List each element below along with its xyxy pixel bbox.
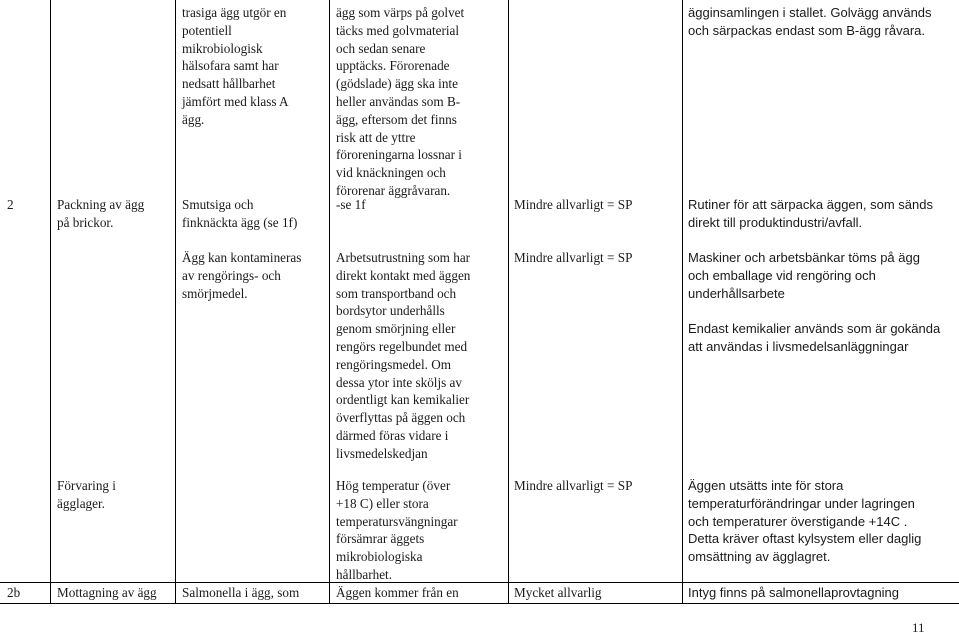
cell-number-2b: 2b: [7, 585, 21, 600]
column-divider: [508, 0, 509, 604]
cell-severity-3: Mindre allvarligt = SP: [514, 250, 633, 265]
cell-measure-3a: Maskiner och arbetsbänkar töms på ägg och emballage vid rengöring och underhållsarbete: [688, 250, 920, 301]
cell-step-2b: Mottagning av ägg: [57, 585, 157, 600]
cell-hazard-top: trasiga ägg utgör en potentiell mikrobiologisk hälsofara samt har nedsatt hållbarhet jämfört med klass A ägg.: [182, 5, 289, 127]
row-divider: [0, 603, 959, 604]
cell-rationale-4: Hög temperatur (över +18 C) eller stora temperatursvängningar försämrar äggets mikrobiologiska hållbarhet.: [336, 478, 458, 582]
cell-hazard-3: Ägg kan kontamineras av rengörings- och smörjmedel.: [182, 250, 302, 301]
page-number: 11: [912, 620, 925, 635]
cell-severity-4: Mindre allvarligt = SP: [514, 478, 633, 493]
cell-rationale-3: Arbetsutrustning som har direkt kontakt med äggen som transportband och bordsytor underhålls genom smörjning eller rengörs regelbundet med rengöringsmedel. Om dessa ytor inte sköljs av ordentligt kan kemikalier överflyttas på äggen och därmed föras vidare i livsmedelskedjan: [336, 250, 471, 461]
column-divider: [682, 0, 683, 604]
cell-hazard-2: Smutsiga och finknäckta ägg (se 1f): [182, 197, 298, 230]
cell-measure-4: Äggen utsätts inte för stora temperaturförändringar under lagringen och temperaturer överstigande +14C . Detta kräver oftast kylsystem eller daglig omsättning av ägglagret.: [688, 478, 922, 565]
cell-hazard-2b: Salmonella i ägg, som: [182, 585, 300, 600]
column-divider: [175, 0, 176, 604]
column-divider: [50, 0, 51, 604]
cell-step-2: Packning av ägg på brickor.: [57, 197, 145, 230]
cell-measure-top: ägginsamlingen i stallet. Golvägg används och särpackas endast som B-ägg råvara.: [688, 5, 932, 38]
cell-step-4: Förvaring i ägglager.: [57, 478, 116, 511]
cell-measure-2b: Intyg finns på salmonellaprovtagning: [688, 585, 900, 600]
column-divider: [329, 0, 330, 604]
cell-rationale-2b: Äggen kommer från en: [336, 585, 459, 600]
cell-number-2: 2: [7, 197, 14, 212]
cell-measure-3b: Endast kemikalier används som är gokända att användas i livsmedelsanläggningar: [688, 321, 941, 354]
cell-rationale-top: ägg som värps på golvet täcks med golvmaterial och sedan senare upptäcks. Förorenade (gödslade) ägg ska inte heller användas som B- ägg, eftersom det finns risk att de yttre föroreningarna lossnar i vid knäckningen och förorenar äggråvaran.: [336, 5, 465, 198]
cell-measure-2: Rutiner för att särpacka äggen, som sänds direkt till produktindustri/avfall.: [688, 197, 933, 230]
cell-rationale-2: -se 1f: [336, 197, 366, 212]
cell-severity-2b: Mycket allvarlig: [514, 585, 602, 600]
cell-severity-2: Mindre allvarligt = SP: [514, 197, 633, 212]
